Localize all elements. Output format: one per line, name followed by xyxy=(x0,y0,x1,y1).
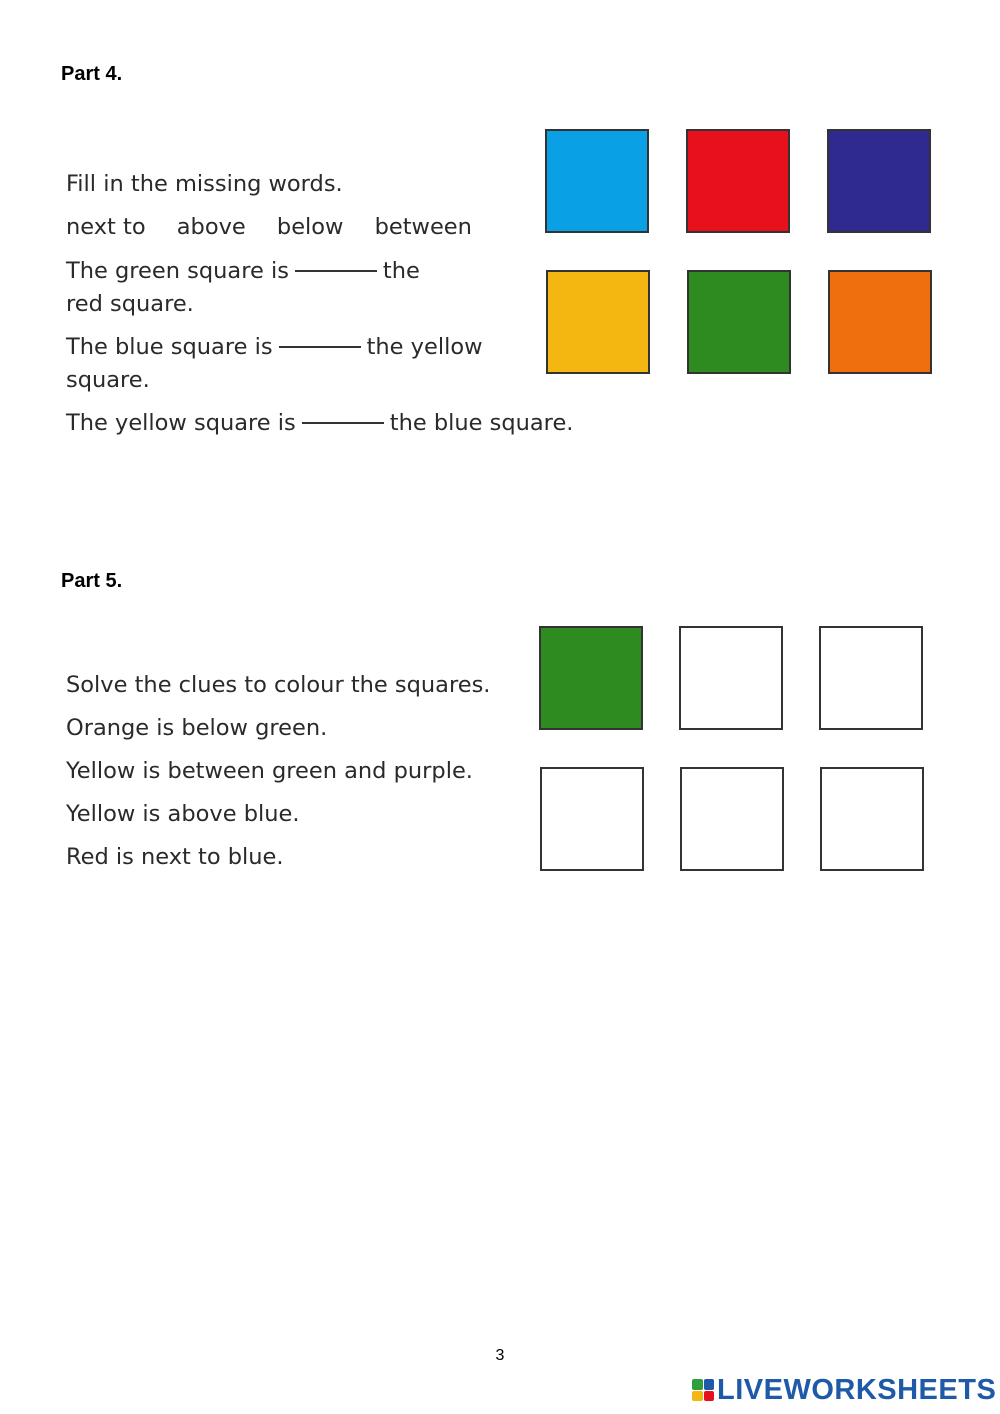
sentence-2-continuation: square. xyxy=(66,367,150,393)
clue-3: Yellow is above blue. xyxy=(66,801,300,827)
p5-square-green xyxy=(539,626,643,730)
sentence-2-after: the yellow xyxy=(366,334,483,360)
p4-square-purple xyxy=(827,129,931,233)
sentence-2 xyxy=(66,331,482,364)
sentence-2-before: The blue square is xyxy=(66,334,273,360)
word-bank-item: between xyxy=(374,214,472,240)
clue-2: Yellow is between green and purple. xyxy=(66,758,473,784)
liveworksheets-logo xyxy=(692,1372,996,1408)
p5-square-blank[interactable] xyxy=(680,767,784,871)
page-number: 3 xyxy=(495,1347,505,1364)
p5-square-blank[interactable] xyxy=(820,767,924,871)
sentence-1-continuation: red square. xyxy=(66,291,194,317)
p5-square-blank[interactable] xyxy=(679,626,783,730)
p4-square-orange xyxy=(828,270,932,374)
sentence-3-before: The yellow square is xyxy=(66,410,296,436)
answer-blank-1[interactable] xyxy=(295,270,377,272)
p4-square-blue xyxy=(545,129,649,233)
word-bank-item: below xyxy=(276,214,344,240)
p4-square-yellow xyxy=(546,270,650,374)
clue-1: Orange is below green. xyxy=(66,715,328,741)
sentence-1-before: The green square is xyxy=(66,258,289,284)
p5-square-blank[interactable] xyxy=(540,767,644,871)
liveworksheets-logo-icon xyxy=(692,1379,714,1401)
p5-square-blank[interactable] xyxy=(819,626,923,730)
word-bank-item: above xyxy=(176,214,246,240)
part-5-heading: Part 5. xyxy=(61,570,123,592)
answer-blank-3[interactable] xyxy=(302,422,384,424)
sentence-1 xyxy=(66,255,420,288)
p4-square-green xyxy=(687,270,791,374)
word-bank xyxy=(66,211,496,244)
part-5-instruction: Solve the clues to colour the squares. xyxy=(66,672,491,698)
word-bank-item: next to xyxy=(66,214,146,240)
part-4-heading: Part 4. xyxy=(61,63,123,85)
sentence-3 xyxy=(66,407,573,440)
sentence-3-after: the blue square. xyxy=(389,410,574,436)
part-4-instruction: Fill in the missing words. xyxy=(66,171,343,197)
sentence-1-after: the xyxy=(382,258,420,284)
p4-square-red xyxy=(686,129,790,233)
brand-name: LIVEWORKSHEETS xyxy=(717,1373,997,1406)
clue-4: Red is next to blue. xyxy=(66,844,284,870)
answer-blank-2[interactable] xyxy=(279,346,361,348)
